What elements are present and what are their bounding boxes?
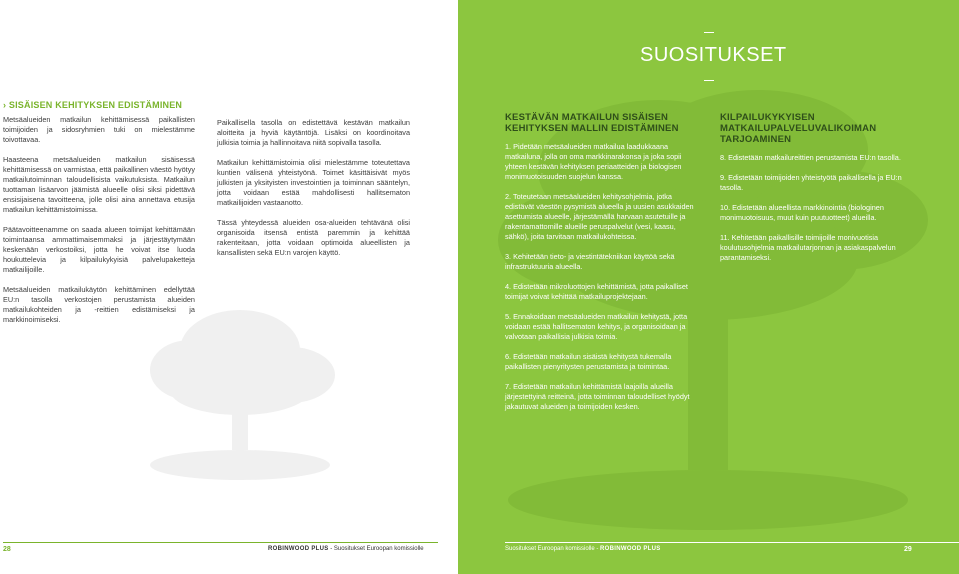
list-item: 11. Kehitetään paikallisille toimijoille monivuotisia koulutusohjelmia matkailutarjonnan ja asiakaspalvelun parantamiseksi.: [720, 233, 896, 262]
list-item: 9. Edistetään toimijoiden yhteistyötä paikallisella ja EU:n tasolla.: [720, 173, 902, 192]
paragraph: Metsäalueiden matkailun kehittämisessä paikallisten toimijoiden ja sidosryhmien tuki on mielestämme toivottavaa.: [3, 115, 195, 144]
brand-name: ROBINWOOD PLUS: [268, 546, 329, 552]
list-item: 2. Toteutetaan metsäalueiden kehitysohjelmia, jotka edistävät väestön pysymistä alueella ja uusien asukkaiden asettumista alueelle, järjestämällä harvaan asutetuille ja rakentamattomille alueille peruspalvelut (vesi, kaasu, sähkö), joita tarvitaan matkailukohteissa.: [505, 192, 694, 241]
running-footer: [268, 546, 424, 552]
recommendation-list: [720, 153, 910, 263]
page-title: SUOSITUKSET: [640, 44, 787, 66]
column-heading: KILPAILUKYKYISEN MATKAILUPALVELUVALIKOIMAN TARJOAMINEN: [720, 112, 877, 145]
list-item: 7. Edistetään matkailun kehittämistä laajoilla alueilla järjestettyinä reitteinä, jotta toiminnan taloudelliset hyödyt jakautuvat alueiden ja toimijoiden kesken.: [505, 382, 690, 411]
list-item: 10. Edistetään alueellista markkinointia (biologinen monimuotoisuus, muut kuin puutuotteet) alueilla.: [720, 203, 884, 222]
section-heading: › SISÄISEN KEHITYKSEN EDISTÄMINEN: [3, 100, 183, 110]
paragraph: Matkailun kehittämistoimia olisi mielestämme toteutettava kuntien välisenä yhteistyönä. Toimet käsittäisivät myös julkisten ja yksityisten investointien ja toiminnan sääntelyn, jotta voidaan estää mahdollisesti hallitsematon matkailijoiden vastaanotto.: [217, 158, 410, 207]
recommendation-list: [505, 142, 695, 412]
paragraph: Tässä yhteydessä alueiden osa-alueiden tehtävänä olisi organisoida itsensä entistä paremmin ja kehittää rakenteitaan, jotta voidaan optimoida alueellisten ja kansallisten sekä EU:n varojen käyttö.: [217, 218, 410, 257]
paragraph: Päätavoitteenamme on saada alueen toimijat kehittämään toimintaansa ammattimaisemmaksi ja järjestäytymään keskenään verkostoiksi, jotta he voivat itse luoda houkuttelevia ja kilpailukykyisiä palvelupaketteja matkailijoille.: [3, 225, 195, 274]
recommendations-column-2: [720, 112, 910, 273]
footer-divider: [505, 542, 959, 543]
list-item: 6. Edistetään matkailun sisäistä kehitystä tukemalla paikallisten pienyritysten perustamista ja toimintaa.: [505, 352, 672, 371]
paragraph: Paikallisella tasolla on edistettävä kestävän matkailun aloitteita ja hyviä käytäntöjä. Lisäksi on koordinoitava julkisia toimia ja hallinnoitava niitä sopivalla tasolla.: [217, 118, 410, 147]
left-page: [0, 0, 479, 574]
title-dash: [704, 32, 714, 33]
footer-divider: [3, 542, 438, 543]
brand-name: ROBINWOOD PLUS: [600, 546, 661, 552]
list-item: 1. Pidetään metsäalueiden matkailua laadukkaana matkailuna, jolla on oma markkinarakonsa ja joka sopii yhteen kestävän kehityksen periaatteiden ja biologisen monimuotoisuuden suojelun kanssa.: [505, 142, 682, 181]
list-item: 4. Edistetään mikroluottojen kehittämistä, jotta paikalliset toimijat voivat kehittää matkailuprojektejaan.: [505, 282, 688, 301]
title-dash: [704, 80, 714, 81]
list-item: 8. Edistetään matkailureittien perustamista EU:n tasolla.: [720, 153, 901, 162]
paragraph: Haasteena metsäalueiden matkailun sisäisessä kehittämisessä on varmistaa, että paikallinen väestö hyötyy matkailutoiminnan taloudellisista vaikutuksista. Matkailun tuottaman lisäarvon jäämistä alueelle olisi siksi pidettävä ensisijaisena tavoitteena, jolle olisi aina annettava etusija matkailun kehittämistoimissa.: [3, 155, 195, 214]
page-number: 28: [3, 546, 11, 553]
recommendations-column-1: [505, 112, 695, 422]
list-item: 5. Ennakoidaan metsäalueiden matkailun kehitystä, jotta voidaan estää hallitsematon kehitys, ja organisoidaan ja valvotaan paikallisia julkisia toimia.: [505, 312, 688, 341]
column-heading: KESTÄVÄN MATKAILUN SISÄISEN KEHITYKSEN MALLIN EDISTÄMINEN: [505, 112, 679, 134]
left-column-2: [217, 118, 410, 268]
list-item: 3. Kehitetään tieto- ja viestintätekniikan käyttöä sekä infrastruktuuria alueella.: [505, 252, 675, 271]
publication-title: - Suositukset Euroopan komissiolle: [328, 546, 424, 552]
page-number: 29: [904, 546, 912, 553]
running-footer: [505, 546, 661, 552]
left-column-1: [3, 115, 195, 335]
right-page: [458, 0, 959, 574]
publication-title: Suositukset Euroopan komissiolle -: [505, 546, 601, 552]
paragraph: Metsäalueiden matkailukäytön kehittäminen edellyttää EU:n tasolla verkostojen perustamista alueiden matkailukohteiden ja -reittien edistämiseksi ja markkinoimiseksi.: [3, 285, 195, 324]
